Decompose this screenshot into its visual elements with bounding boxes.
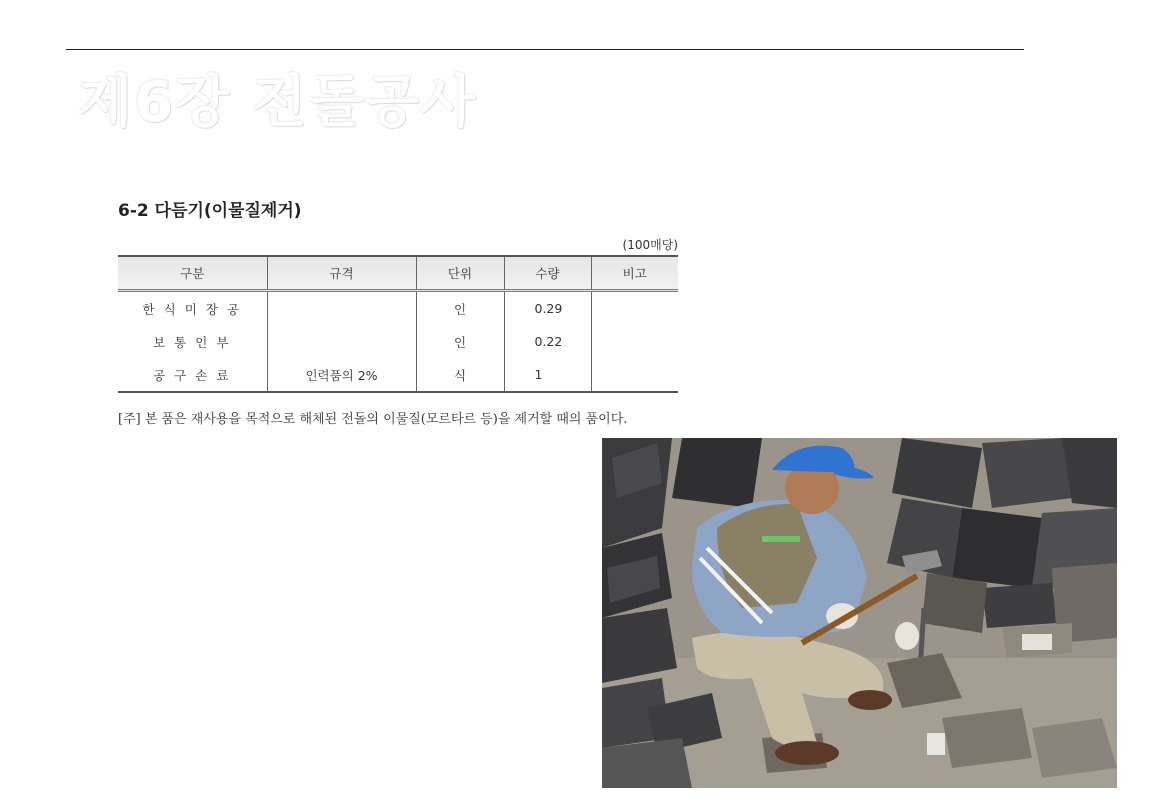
cell-remarks bbox=[591, 325, 678, 358]
table-row bbox=[118, 291, 678, 326]
cell-quantity: 0.22 bbox=[504, 325, 591, 358]
table-row bbox=[118, 358, 678, 392]
cell-spec bbox=[267, 291, 416, 326]
section-title: 6-2 다듬기(이물질제거) bbox=[118, 201, 302, 221]
worker-photo bbox=[602, 438, 1117, 788]
top-rule bbox=[66, 49, 1024, 50]
cell-spec bbox=[267, 325, 416, 358]
labor-table bbox=[118, 255, 678, 393]
cell-category: 공구손료 bbox=[118, 358, 267, 392]
cell-quantity: 1 bbox=[504, 358, 591, 392]
cell-category: 한식미장공 bbox=[142, 301, 248, 317]
cell-category: 보통인부 bbox=[153, 334, 238, 350]
unit-note: (100매당) bbox=[622, 238, 678, 252]
header-unit: 단위 bbox=[416, 256, 504, 291]
cell-spec: 인력품의 2% bbox=[267, 358, 416, 392]
cell-unit: 인 bbox=[416, 325, 504, 358]
table-row bbox=[118, 325, 678, 358]
table-header-row bbox=[118, 256, 678, 291]
cell-unit: 식 bbox=[416, 358, 504, 392]
header-spec: 규격 bbox=[267, 256, 416, 291]
header-remarks: 비고 bbox=[591, 256, 678, 291]
cell-remarks bbox=[591, 291, 678, 326]
chapter-title: 제6장 전돌공사 bbox=[78, 70, 478, 135]
cell-remarks bbox=[591, 358, 678, 392]
cell-unit: 인 bbox=[416, 291, 504, 326]
header-quantity: 수량 bbox=[504, 256, 591, 291]
worker-photo-illustration bbox=[602, 438, 1117, 788]
cell-quantity: 0.29 bbox=[504, 291, 591, 326]
header-category: 구분 bbox=[118, 256, 267, 291]
footnote: [주] 본 품은 재사용을 목적으로 해체된 전돌의 이물질(모르타르 등)을 제거할 때의 품이다. bbox=[118, 412, 628, 427]
